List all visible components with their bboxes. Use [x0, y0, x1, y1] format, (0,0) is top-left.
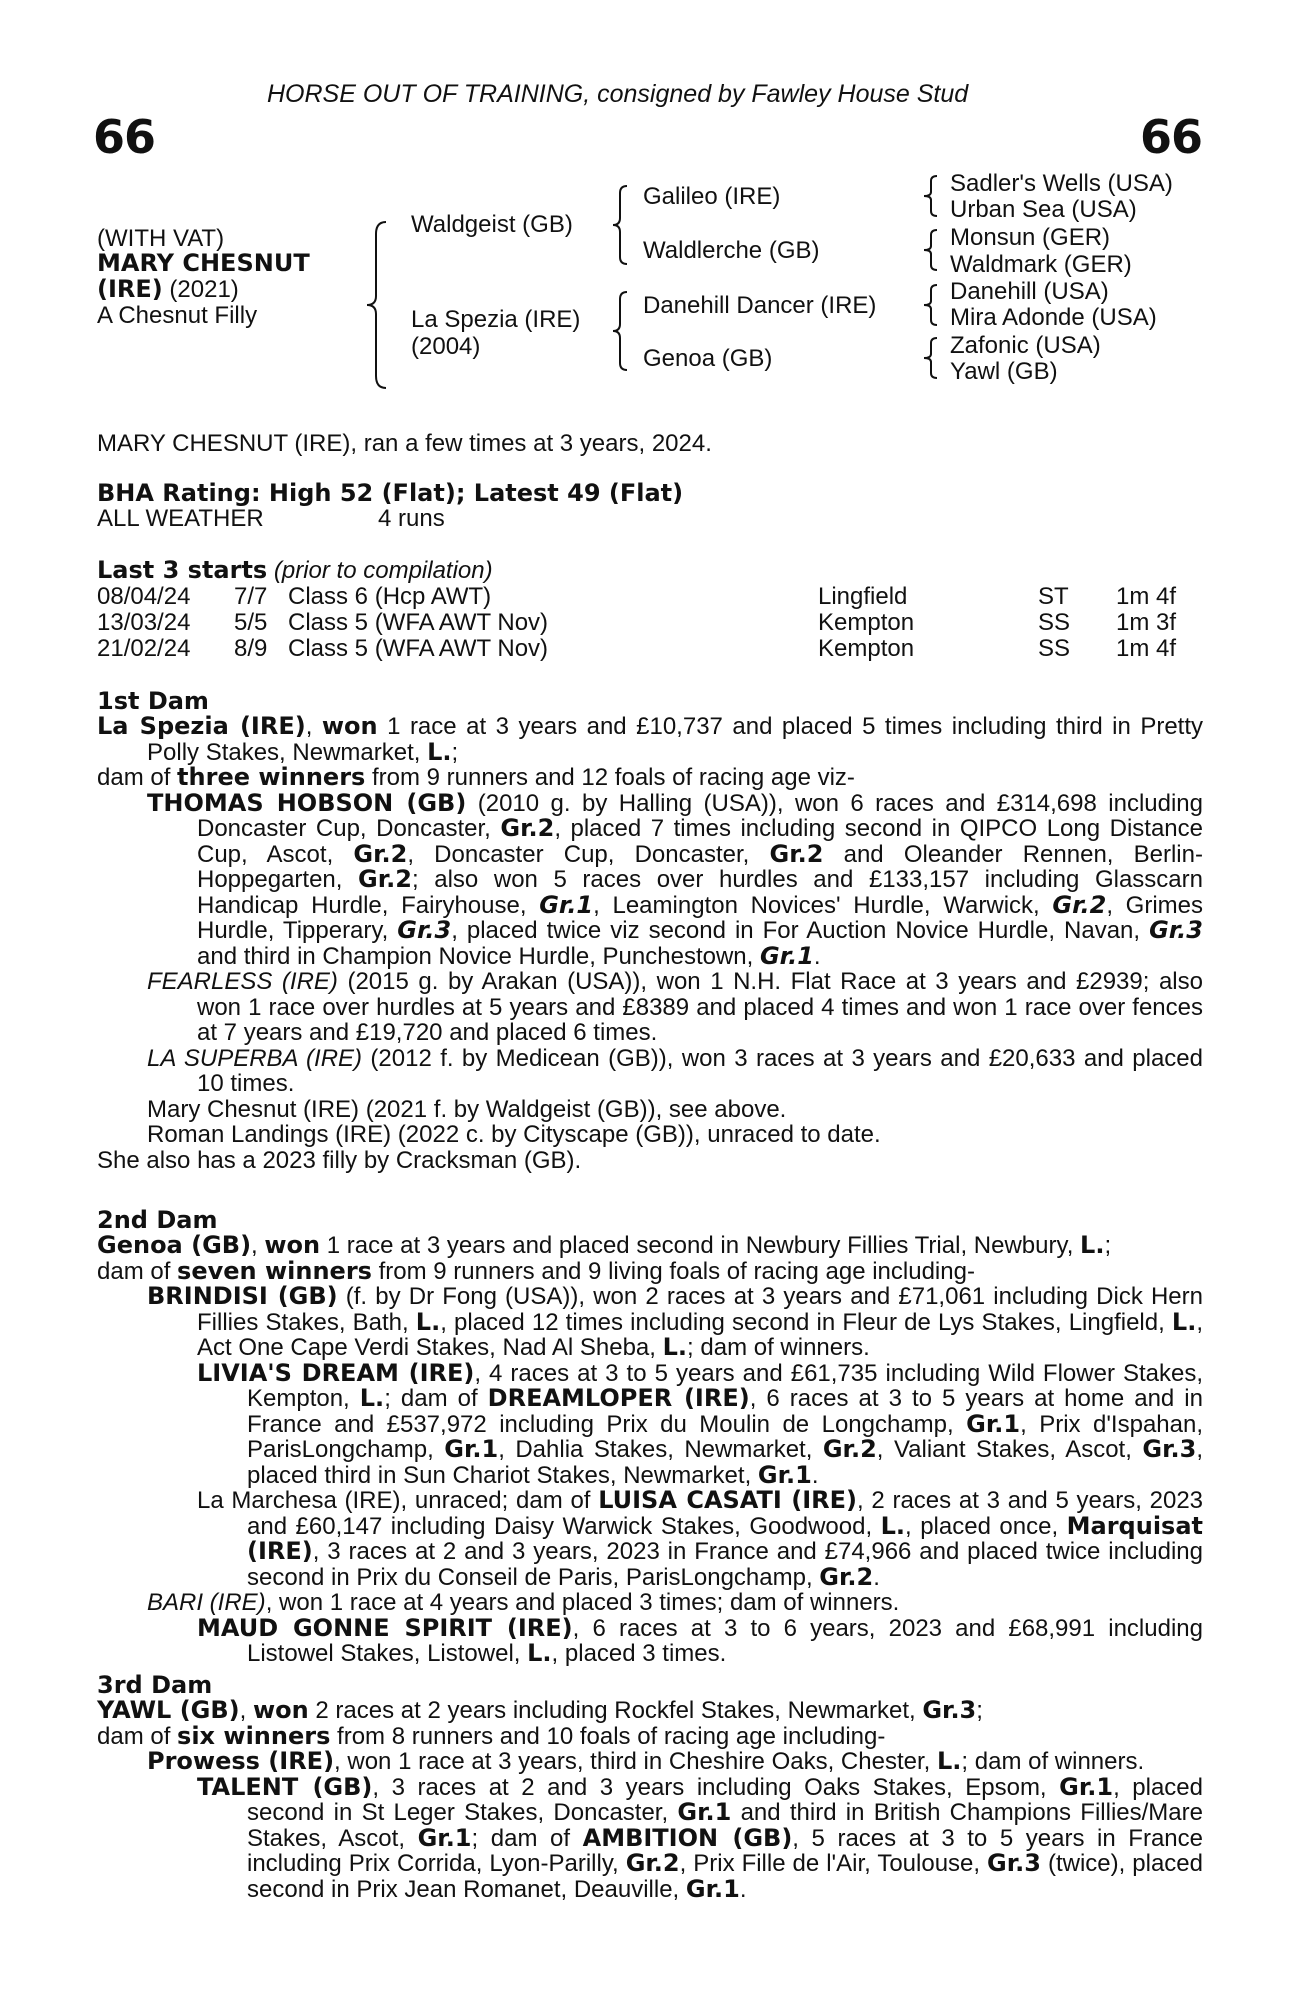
first-dam-summary: La Spezia (IRE), won 1 race at 3 years and £10,737 and placed 5 times including third in Pretty Polly Stakes, Newmarket, L.;: [97, 712, 1203, 766]
start-race: Class 5 (WFA AWT Nov): [288, 609, 549, 636]
second-dam-damof: dam of: [97, 1257, 178, 1285]
start-distance: 1m 4f: [1116, 583, 1177, 610]
start-going: SS: [1038, 635, 1071, 662]
pedigree-g3-3: Waldmark (GER): [950, 251, 1132, 278]
lot-number-left: 66: [93, 110, 156, 164]
all-weather-label: ALL WEATHER: [97, 505, 264, 532]
last-starts-title: Last 3 starts: [97, 556, 268, 584]
pedigree-brace-g3-1: [921, 174, 941, 218]
first-dam-produce-line: [97, 765, 1203, 791]
first-dam-semicolon: ;: [451, 738, 459, 766]
horse-description: A Chesnut Filly: [97, 302, 258, 329]
first-dam-record-2: Pretty Polly Stakes, Newmarket,: [147, 713, 1203, 766]
pedigree-brace-g3-3: [921, 283, 941, 327]
lot-number-right: 66: [1140, 110, 1203, 164]
third-dam-summary: YAWL (GB), won 2 races at 2 years including Rockfel Stakes, Newmarket, Gr.3;: [97, 1696, 983, 1724]
second-dam-winners: seven winners: [177, 1256, 372, 1285]
third-dam-produce-line: [97, 1721, 1203, 1750]
progeny-thomas-hobson: THOMAS HOBSON (GB) (2010 g. by Halling (USA)), won 6 races and £314,698 including Doncaster Cup, Doncaster, Gr.2, placed 7 times including second in QIPCO Long Distance Cup, Ascot, Gr.2, Doncaster Cup, Doncaster, Gr.2 and Oleander Rennen, Berlin-Hoppegarten, Gr.2; also won 5 races over hurdles and £133,157 including Glasscarn Handicap Hurdle, Fairyhouse, Gr.1, Leamington Novices' Hurdle, Warwick, Gr.2, Grimes Hurdle, Tipperary, Gr.3, placed twice viz second in For Auction Novice Hurdle, Navan, Gr.3 and third in Champion Novice Hurdle, Punchestown, Gr.1.: [147, 788, 1204, 970]
pedigree-g3-4: Danehill (USA): [950, 278, 1109, 305]
horse-name: MARY CHESNUT: [97, 249, 310, 277]
start-position: 7/7: [234, 583, 268, 610]
last-starts-note: (prior to compilation): [267, 557, 493, 584]
pedigree-g3-0: Sadler's Wells (USA): [950, 170, 1173, 197]
pedigree-g3-7: Yawl (GB): [950, 358, 1058, 385]
start-position: 8/9: [234, 635, 268, 662]
horse-origin: (IRE): [97, 275, 163, 303]
start-course: Lingfield: [818, 583, 908, 610]
second-dam-name: Genoa (GB): [97, 1231, 252, 1259]
progeny-maud-gonne-spirit: MAUD GONNE SPIRIT (IRE), 6 races at 3 to 6 years, 2023 and £68,991 including Listowel Stakes, Listowel, L., placed 3 times.: [197, 1613, 1203, 1667]
first-dam-record: 1 race at 3 years and £10,737 and placed 5 times including third in: [377, 713, 1131, 740]
pedigree-g3-5: Mira Adonde (USA): [950, 304, 1157, 331]
start-distance: 1m 3f: [1116, 609, 1177, 636]
all-weather-runs: 4 runs: [378, 505, 445, 532]
racing-summary: MARY CHESNUT (IRE), ran a few times at 3 years, 2024.: [97, 430, 712, 457]
progeny-mary-chesnut: Mary Chesnut (IRE) (2021 f. by Waldgeist (GB)), see above.: [147, 1095, 787, 1123]
start-date: 13/03/24: [97, 609, 191, 636]
pedigree-dam-dam: Genoa (GB): [643, 345, 773, 372]
pedigree-sire: Waldgeist (GB): [411, 211, 573, 238]
start-going: ST: [1038, 583, 1069, 610]
third-dam-semicolon: ;: [976, 1697, 983, 1724]
pedigree-brace-g3-2: [921, 228, 941, 272]
progeny-prowess: Prowess (IRE), won 1 race at 3 years, third in Cheshire Oaks, Chester, L.; dam of winners.: [147, 1747, 1145, 1775]
third-dam-body: [97, 1698, 1203, 1902]
pedigree-dam: La Spezia (IRE): [411, 306, 581, 333]
third-dam-damof-rest: from 8 runners and 10 foals of racing age including-: [330, 1722, 886, 1750]
start-course: Kempton: [818, 635, 915, 662]
third-dam-damof: dam of: [97, 1722, 178, 1750]
second-dam-produce-line: [97, 1256, 1203, 1285]
first-dam-heading: 1st Dam: [97, 687, 209, 715]
second-dam-record: 1 race at 3 years and placed second in Newbury Fillies Trial, Newbury,: [320, 1232, 1081, 1259]
pedigree-g3-6: Zafonic (USA): [950, 332, 1101, 359]
second-dam-summary: Genoa (GB), won 1 race at 3 years and placed second in Newbury Fillies Trial, Newbury, L.;: [97, 1231, 1112, 1259]
second-dam-won: won: [264, 1231, 321, 1259]
third-dam-name: YAWL (GB): [97, 1696, 240, 1724]
progeny-roman-landings: Roman Landings (IRE) (2022 c. by Cityscape (GB)), unraced to date.: [147, 1121, 881, 1148]
progeny-talent: TALENT (GB), 3 races at 2 and 3 years including Oaks Stakes, Epsom, Gr.1, placed second in St Leger Stakes, Doncaster, Gr.1 and third in British Champions Fillies/Mare Stakes, Ascot, Gr.1; dam of AMBITION (GB), 5 races at 3 to 5 years in France including Prix Corrida, Lyon-Parilly, Gr.2, Prix Fille de l'Air, Toulouse, Gr.3 (twice), placed second in Prix Jean Romanet, Deauville, Gr.1.: [197, 1772, 1204, 1903]
first-dam-damof: dam of: [97, 764, 178, 791]
pedigree-dam-year: (2004): [411, 333, 481, 360]
start-date: 08/04/24: [97, 583, 191, 610]
horse-year: (2021): [162, 276, 239, 303]
progeny-brindisi: BRINDISI (GB) (f. by Dr Fong (USA)), won 2 races at 3 years and £71,061 including Dick Hern Fillies Stakes, Bath, L., placed 12 times including second in Fleur de Lys Stakes, Lingfield, L., Act One Cape Verdi Stakes, Nad Al Sheba, L.; dam of winners.: [147, 1282, 1203, 1361]
first-dam-body: [97, 714, 1203, 1173]
progeny-fearless: FEARLESS (IRE) (2015 g. by Arakan (USA)), won 1 N.H. Flat Race at 3 years and £2939; also won 1 race over hurdles at 5 years and £8389 and placed 4 times and won 1 race over fences at 7 years and £19,720 and placed 6 times.: [147, 968, 1203, 1046]
pedigree-dam-sire: Danehill Dancer (IRE): [643, 292, 877, 319]
third-dam-group: Gr.3: [922, 1696, 977, 1724]
progeny-livias-dream: LIVIA'S DREAM (IRE), 4 races at 3 to 5 years and £61,735 including Wild Flower Stakes, Kempton, L.; dam of DREAMLOPER (IRE), 6 races at 3 to 5 years at home and in France and £537,972 including Prix du Moulin de Longchamp, Gr.1, Prix d'Ispahan, ParisLongchamp, Gr.1, Dahlia Stakes, Newmarket, Gr.2, Valiant Stakes, Ascot, Gr.3, placed third in Sun Chariot Stakes, Newmarket, Gr.1.: [197, 1358, 1204, 1489]
second-dam-listed: L.: [1080, 1231, 1105, 1259]
first-dam-name: La Spezia (IRE): [97, 712, 306, 740]
pedigree-sire-sire: Galileo (IRE): [643, 183, 781, 210]
bha-rating: BHA Rating: High 52 (Flat); Latest 49 (Flat): [97, 479, 684, 507]
third-dam-heading: 3rd Dam: [97, 1671, 213, 1699]
second-dam-damof-rest: from 9 runners and 9 living foals of racing age including-: [371, 1257, 975, 1285]
start-race: Class 6 (Hcp AWT): [288, 583, 492, 610]
start-going: SS: [1038, 609, 1071, 636]
first-dam-listed: L.: [427, 737, 452, 766]
first-dam-won: won: [321, 712, 378, 740]
start-course: Kempton: [818, 609, 915, 636]
pedigree-brace-main: [364, 220, 394, 390]
pedigree-brace-dam: [611, 290, 631, 372]
vat-label: (WITH VAT): [97, 225, 225, 252]
pedigree-sire-dam: Waldlerche (GB): [643, 237, 820, 264]
start-date: 21/02/24: [97, 635, 191, 662]
pedigree-g3-1: Urban Sea (USA): [950, 196, 1137, 223]
progeny-bari: BARI (IRE), won 1 race at 4 years and placed 3 times; dam of winners.: [147, 1589, 900, 1616]
pedigree-g3-2: Monsun (GER): [950, 224, 1111, 251]
horse-name-line2: [97, 277, 239, 303]
second-dam-body: [97, 1233, 1203, 1667]
second-dam-semicolon: ;: [1104, 1232, 1112, 1259]
progeny-la-superba: LA SUPERBA (IRE) (2012 f. by Medicean (GB)), won 3 races at 3 years and £20,633 and placed 10 times.: [147, 1044, 1203, 1097]
pedigree-brace-sire: [611, 184, 631, 266]
first-dam-winners: three winners: [177, 763, 366, 791]
third-dam-won: won: [252, 1696, 309, 1724]
progeny-la-marchesa: La Marchesa (IRE), unraced; dam of LUISA CASATI (IRE), 2 races at 3 and 5 years, 2023 and £60,147 including Daisy Warwick Stakes, Goodwood, L., placed once, Marquisat (IRE), 3 races at 2 and 3 years, 2023 in France and £74,966 and placed twice including second in Prix du Conseil de Paris, ParisLongchamp, Gr.2.: [197, 1486, 1204, 1591]
last-starts-heading: [97, 558, 493, 584]
third-dam-record: 2 races at 2 years including Rockfel Stakes, Newmarket,: [308, 1697, 923, 1724]
start-race: Class 5 (WFA AWT Nov): [288, 635, 549, 662]
first-dam-damof-rest: from 9 runners and 12 foals of racing age viz-: [365, 764, 855, 791]
consignment-line: HORSE OUT OF TRAINING, consigned by Fawley House Stud: [267, 80, 969, 108]
start-position: 5/5: [234, 609, 268, 636]
third-dam-winners: six winners: [177, 1721, 331, 1750]
start-distance: 1m 4f: [1116, 635, 1177, 662]
second-dam-heading: 2nd Dam: [97, 1206, 218, 1234]
pedigree-brace-g3-4: [921, 336, 941, 380]
first-dam-note: She also has a 2023 filly by Cracksman (GB).: [97, 1146, 582, 1174]
